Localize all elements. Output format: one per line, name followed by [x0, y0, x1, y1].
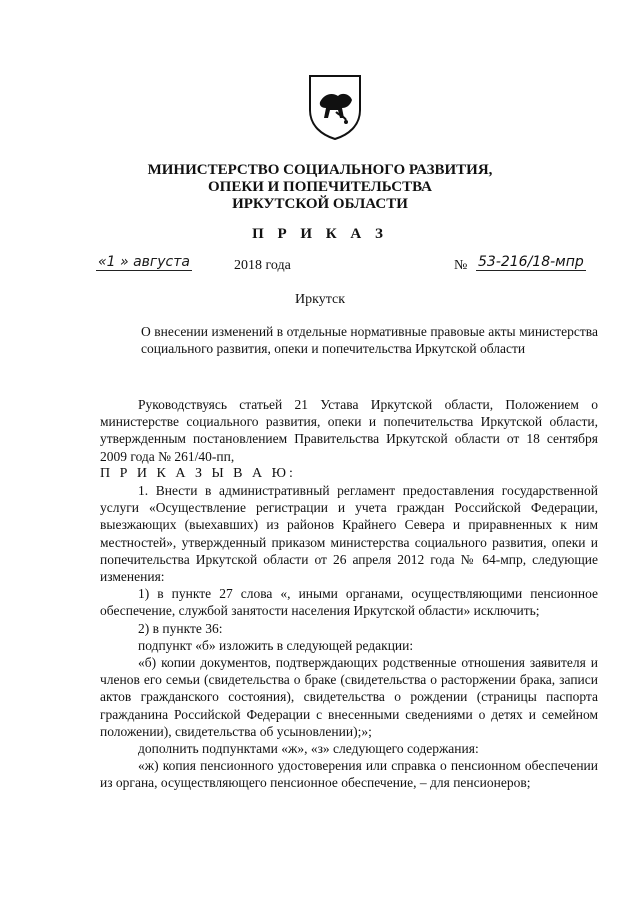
preamble: Руководствуясь статьей 21 Устава Иркутской области, Положением о министерстве социального развития, опеки и попечительства Иркутской области, утвержденным постановлением Правительства Иркутской области от 18 сентября 2009 года № 261/40-пп,	[100, 397, 598, 464]
subitem-1: 1) в пункте 27 слова «, иными органами, осуществляющими пенсионное обеспечение, службой занятости населения Иркутской области» исключить;	[100, 586, 598, 619]
handwritten-date	[96, 254, 192, 270]
ministry-name-line-1: МИНИСТЕРСТВО СОЦИАЛЬНОГО РАЗВИТИЯ,	[147, 162, 493, 178]
quote-subitem-b: «б) копии документов, подтверждающих родственные отношения заявителя и членов его семьи (свидетельства о браке (свидетельства о расторжении брака, записи актов гражданского состояния), свидетельства о рождении (страницы паспорта гражданина Российской Федерации с внесенными сведениями о детях и семейном положении), свидетельства об усыновлении);»;	[100, 655, 598, 739]
item-1: 1. Внести в административный регламент предоставления государственной услуги «Осуществление регистрации и учета граждан Российской Федерации, выезжающих (выехавших) из районов Крайнего Севера и приравненных к ним местностей», утвержденный приказом министерства социального развития, опеки и попечительства Иркутской области от 26 апреля 2012 года № 64-мпр, следующие изменения:	[100, 483, 598, 585]
date-day-month: «1 » августа	[98, 254, 190, 270]
quote-subitem-zh: «ж) копия пенсионного удостоверения или справка о пенсионном обеспечении из органа, осуществляющего пенсионное обеспечение, – для пенсионеров;	[100, 758, 598, 791]
subitem-2-instruction-b: дополнить подпунктами «ж», «з» следующего содержания:	[138, 741, 479, 757]
subitem-2: 2) в пункте 36:	[138, 620, 223, 636]
document-title: П Р И К А З	[252, 226, 388, 242]
order-subject: О внесении изменений в отдельные нормативные правовые акты министерства социального развития, опеки и попечительства Иркутской области	[141, 324, 598, 356]
handwritten-number: 53-216/18-мпр	[478, 254, 584, 270]
date-year: 2018 года	[234, 258, 291, 273]
order-body	[100, 396, 598, 792]
coat-of-arms-icon	[306, 72, 364, 142]
number-label: №	[454, 258, 468, 273]
city: Иркутск	[294, 292, 346, 307]
ministry-name-line-3: ИРКУТСКОЙ ОБЛАСТИ	[232, 196, 408, 212]
orders-heading: П Р И К А З Ы В А Ю:	[100, 465, 296, 481]
subitem-2-instruction-a: подпункт «б» изложить в следующей редакции:	[138, 637, 414, 653]
ministry-name-line-2: ОПЕКИ И ПОПЕЧИТЕЛЬСТВА	[208, 179, 432, 195]
